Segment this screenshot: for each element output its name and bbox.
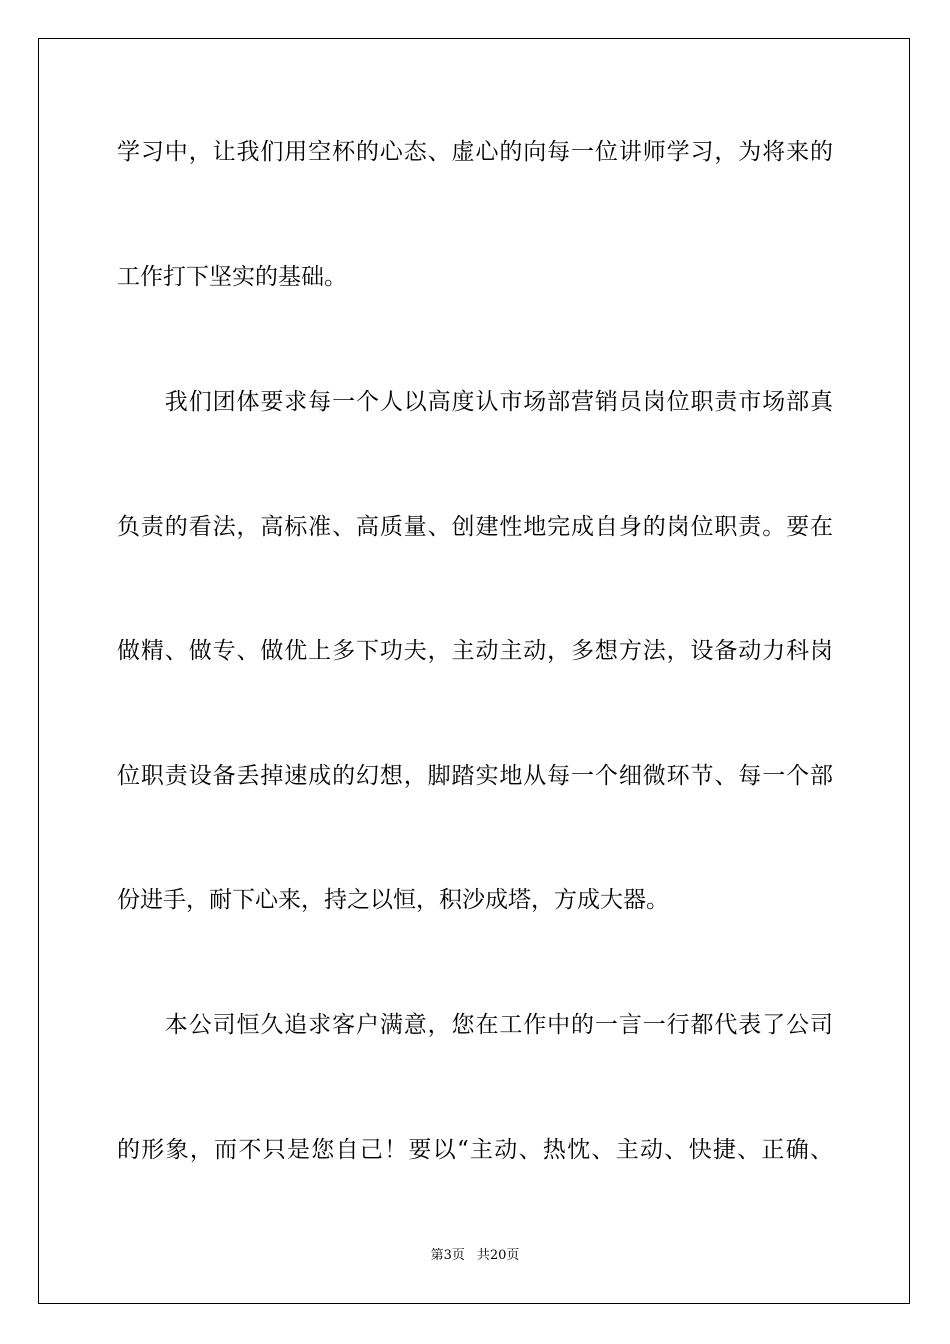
page-total: 共20页 bbox=[476, 1248, 520, 1263]
page-number: 第3页 bbox=[430, 1248, 465, 1263]
body-line-6: 位职责设备丢掉速成的幻想，脚踏实地从每一个细微环节、每一个部 bbox=[117, 763, 833, 789]
body-line-4: 负责的看法，高标准、高质量、创建性地完成自身的岗位职责。要在 bbox=[117, 514, 833, 540]
body-line-2: 工作打下坚实的基础。 bbox=[117, 264, 347, 290]
body-line-5: 做精、做专、做优上多下功夫，主动主动，多想方法，设备动力科岗 bbox=[117, 638, 833, 664]
body-line-3: 我们团体要求每一个人以高度认市场部营销员岗位职责市场部真 bbox=[117, 389, 833, 415]
body-line-9: 的形象，而不只是您自己！要以“主动、热忱、主动、快捷、正确、 bbox=[117, 1137, 833, 1163]
body-line-7: 份进手，耐下心来，持之以恒，积沙成塔，方成大器。 bbox=[117, 887, 669, 913]
page-border bbox=[38, 38, 910, 1304]
body-line-8: 本公司恒久追求客户满意，您在工作中的一言一行都代表了公司 bbox=[117, 1012, 833, 1038]
body-line-1: 学习中，让我们用空杯的心态、虚心的向每一位讲师学习，为将来的 bbox=[117, 139, 833, 165]
page-footer bbox=[0, 1247, 950, 1265]
